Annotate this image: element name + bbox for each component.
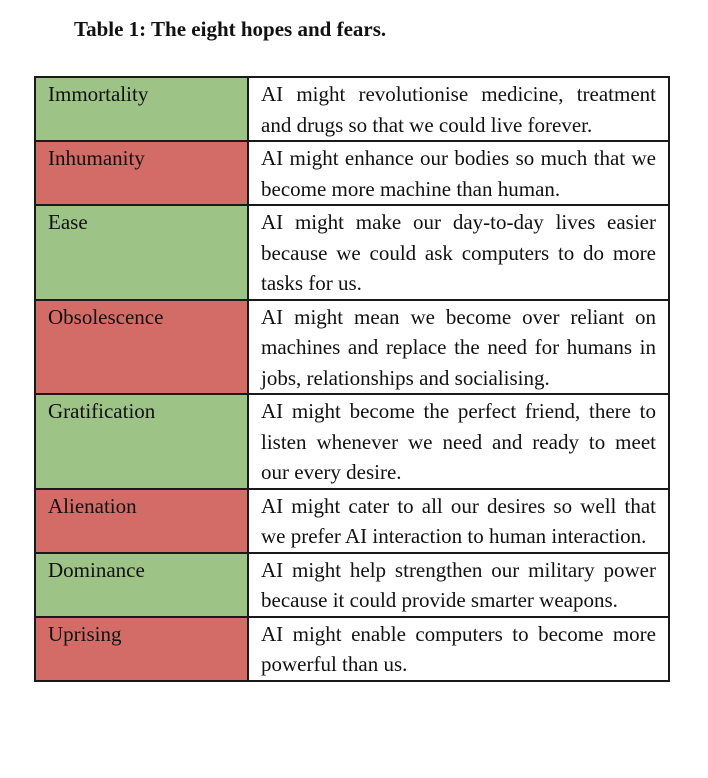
row-label-uprising: Uprising [35,617,248,681]
table-row [35,394,669,489]
row-description: AI might become the perfect friend, there to listen whenever we need and ready to meet our every desire. [248,394,669,489]
row-label-gratification: Gratification [35,394,248,489]
table-row [35,205,669,300]
table-row [35,141,669,205]
row-label-obsolescence: Obsolescence [35,300,248,395]
row-label-alienation: Alienation [35,489,248,553]
row-label-dominance: Dominance [35,553,248,617]
row-description: AI might mean we become over reliant on machines and replace the need for humans in jobs, relationships and socialising. [248,300,669,395]
row-label-immortality: Immortality [35,77,248,141]
row-description: AI might make our day-to-day lives easier because we could ask computers to do more tasks for us. [248,205,669,300]
row-description: AI might enable computers to become more powerful than us. [248,617,669,681]
row-description: AI might cater to all our desires so well that we prefer AI interaction to human interaction. [248,489,669,553]
row-description: AI might revolutionise medicine, treatment and drugs so that we could live forever. [248,77,669,141]
table-row [35,553,669,617]
table-row [35,489,669,553]
row-description: AI might help strengthen our military power because it could provide smarter weapons. [248,553,669,617]
row-label-inhumanity: Inhumanity [35,141,248,205]
table-row [35,300,669,395]
table-row [35,77,669,141]
row-label-ease: Ease [35,205,248,300]
table-row [35,617,669,681]
table-caption: Table 1: The eight hopes and fears. [74,17,387,41]
hopes-fears-table [34,76,670,682]
row-description: AI might enhance our bodies so much that we become more machine than human. [248,141,669,205]
